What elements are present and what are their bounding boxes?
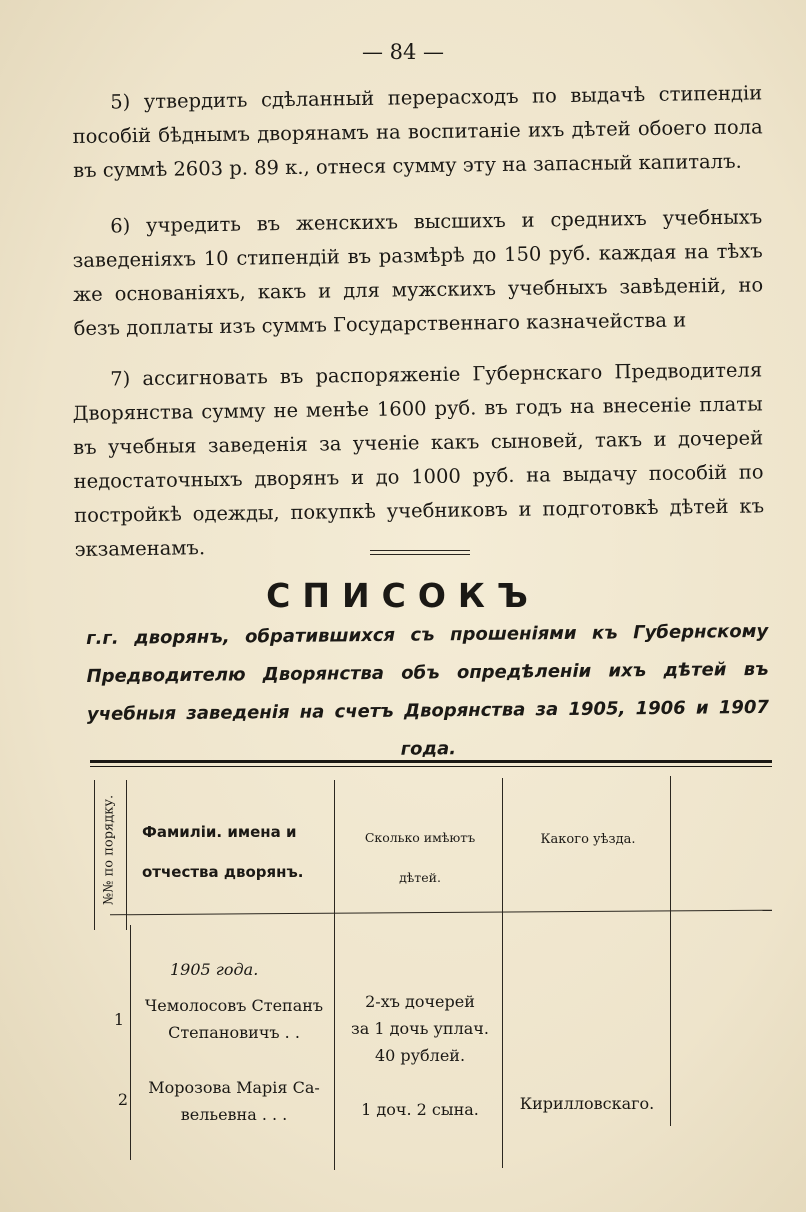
table-col-divider: [126, 780, 127, 930]
section-divider: [370, 550, 470, 555]
table-top-rule: [90, 760, 772, 767]
row-number: 1: [113, 1010, 124, 1029]
table-row-children: 1 доч. 2 сына.: [361, 1100, 479, 1119]
table-col-divider: [130, 925, 131, 1160]
table-row-name: Морозова Марія Са- вельевна . . .: [148, 1078, 320, 1124]
paragraph-5: 5) утвердить сдѣланный перерасходъ по выдачѣ стипендіи пособій бѣднымъ дворянамъ на воспитаніе ихъ дѣтей обоего пола въ суммѣ 2603 р. 89 к., отнеся сумму эту на запасный капиталъ.: [72, 81, 763, 182]
table-border-left: [94, 780, 95, 930]
header-district: Какого уѣзда.: [540, 832, 636, 847]
paragraph-6: 6) учредить въ женскихъ высшихъ и среднихъ учебныхъ заведеніяхъ 10 стипендій въ размѣрѣ до 150 руб. каждая на тѣхъ же основаніяхъ, какъ и для мужскихъ учебныхъ завѣденій, но безъ доплаты изъ суммъ Государственнаго казначейства и: [72, 205, 764, 340]
list-heading: СПИСОКЪ: [266, 576, 540, 615]
page-number: — 84 —: [361, 40, 445, 64]
table-row-children: 2-хъ дочерей за 1 дочь уплач. 40 рублей.: [351, 992, 489, 1065]
list-subtitle: г.г. дворянъ, обратившихся съ прошеніями къ Губернскому Предводителю Дворянства объ опредѣленіи ихъ дѣтей въ учебныя заведенія на счетъ Дворянства за 1905, 1906 и 1907 года.: [86, 620, 770, 760]
nobles-table: [90, 760, 772, 1180]
paragraph-7: 7) ассигновать въ распоряженіе Губернскаго Предводителя Дворянства сумму не менѣе 1600 руб. въ годъ на внесеніе платы въ учебныя заведенія за ученіе какъ сыновей, такъ и дочерей недостаточныхъ дворянъ и до 1000 руб. на выдачу пособій по постройкѣ одежды, покупкѣ учебниковъ и подготовкѣ дѣтей къ экзаменамъ.: [72, 358, 765, 561]
year-label: 1905 года.: [170, 960, 259, 979]
table-row-name: Чемолосовъ Степанъ Степановичъ . .: [144, 996, 324, 1042]
header-number: №№ по порядку.: [101, 794, 117, 906]
header-name: Фамиліи. имена и отчества дворянъ.: [142, 823, 304, 881]
header-children: Сколько имѣютъ дѣтей.: [364, 830, 476, 885]
row-number: 2: [117, 1090, 128, 1109]
table-header-rule: [110, 910, 772, 916]
table-col-divider: [670, 776, 671, 1126]
table-row-district: Кирилловскаго.: [519, 1094, 655, 1113]
table-col-divider: [334, 780, 335, 1170]
